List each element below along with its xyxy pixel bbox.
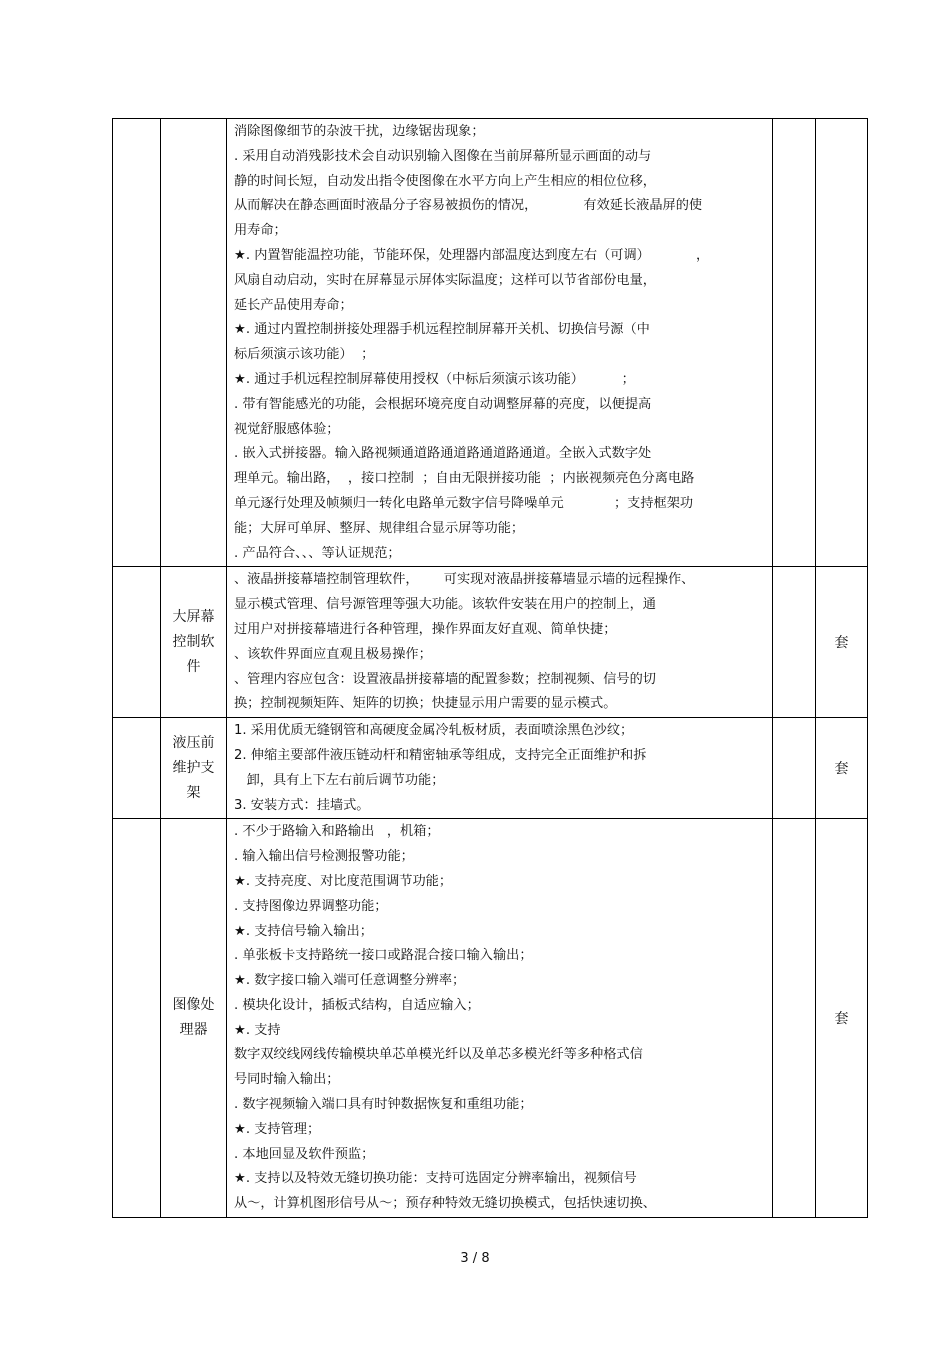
- spec-line: 静的时间长短，自动发出指令使图像在水平方向上产生相应的相位位移，: [234, 173, 656, 189]
- specification-cell: [227, 567, 773, 718]
- spec-line: 过用户对拼接幕墙进行各种管理，操作界面友好直观、简单快捷；: [234, 621, 617, 637]
- spec-line: 显示模式管理、信号源管理等强大功能。该软件安装在用户的控制上，通: [234, 597, 656, 613]
- spec-line: 延长产品使用寿命；: [234, 297, 353, 313]
- spec-line: . 支持图像边界调整功能；: [234, 898, 388, 914]
- spec-line: ★. 通过内置控制拼接处理器手机远程控制屏幕开关机、切换信号源（中: [234, 322, 650, 338]
- spec-line: 卸，具有上下左右前后调节功能；: [234, 772, 445, 788]
- spec-line: 用寿命；: [234, 223, 287, 239]
- item-name: 大屏幕控制软件: [172, 608, 215, 675]
- spec-line: 单元逐行处理及帧频归一转化电路单元数字信号降噪单元 ；支持框架功: [234, 495, 694, 511]
- spec-line: 标后须演示该功能） ；: [234, 347, 375, 363]
- spec-line: 、管理内容应包含：设置液晶拼接幕墙的配置参数；控制视频、信号的切: [234, 671, 656, 687]
- index-cell: [113, 567, 161, 718]
- table-row: [113, 819, 868, 1218]
- item-name-cell: [161, 567, 227, 718]
- spec-line: . 嵌入式拼接器。输入路视频通道路通道路通道路通道。全嵌入式数字处: [234, 446, 652, 462]
- spec-line: 3. 安装方式：挂墙式。: [234, 797, 370, 813]
- spec-line: ★. 支持以及特效无缝切换功能：支持可选固定分辨率输出，视频信号: [234, 1171, 637, 1187]
- index-cell: [113, 819, 161, 1218]
- item-name: 液压前维护支架: [172, 734, 215, 801]
- table-row: [113, 718, 868, 819]
- item-name-cell: [161, 718, 227, 819]
- specification-cell: [227, 119, 773, 567]
- spec-line: . 单张板卡支持路统一接口或路混合接口输入输出；: [234, 948, 533, 964]
- spec-line: 从～，计算机图形信号从～；预存种特效无缝切换模式，包括快速切换、: [234, 1196, 656, 1212]
- spec-line: ★. 通过手机远程控制屏幕使用授权（中标后须演示该功能） ；: [234, 371, 635, 387]
- spec-line: ★. 支持亮度、对比度范围调节功能；: [234, 873, 453, 889]
- unit-cell: 套: [816, 819, 868, 1218]
- spec-line: 、液晶拼接幕墙控制管理软件， 可实现对液晶拼接幕墙显示墙的远程操作、: [234, 572, 695, 588]
- quantity-cell: [773, 567, 816, 718]
- spec-line: 换；控制视频矩阵、矩阵的切换；快捷显示用户需要的显示模式。: [234, 696, 617, 712]
- specification-cell: [227, 718, 773, 819]
- item-name: 图像处理器: [172, 997, 215, 1039]
- quantity-cell: [773, 819, 816, 1218]
- spec-line: ★. 支持管理；: [234, 1121, 321, 1137]
- spec-line: . 本地回显及软件预监；: [234, 1146, 375, 1162]
- spec-line: 号同时输入输出；: [234, 1072, 340, 1088]
- spec-line: 、该软件界面应直观且极易操作；: [234, 646, 432, 662]
- spec-line: 消除图像细节的杂波干扰，边缘锯齿现象；: [234, 124, 485, 139]
- unit-cell: 套: [816, 718, 868, 819]
- spec-line: 从而解决在静态画面时液晶分子容易被损伤的情况， 有效延长液晶屏的使: [234, 198, 703, 214]
- spec-line: . 带有智能感光的功能，会根据环境亮度自动调整屏幕的亮度，以便提高: [234, 396, 652, 412]
- spec-line: . 产品符合、、、等认证规范；: [234, 545, 401, 561]
- table-row: [113, 567, 868, 718]
- quantity-cell: [773, 718, 816, 819]
- spec-line: 风扇自动启动，实时在屏幕显示屏体实际温度；这样可以节省部份电量，: [234, 272, 656, 288]
- item-name-cell: [161, 119, 227, 567]
- spec-line: 2. 伸缩主要部件液压链动杆和精密轴承等组成，支持完全正面维护和拆: [234, 747, 647, 763]
- page-number: 3 / 8: [460, 1251, 490, 1266]
- spec-line: ★. 数字接口输入端可任意调整分辨率；: [234, 973, 466, 989]
- specification-cell: [227, 819, 773, 1218]
- spec-line: ★. 支持信号输入输出；: [234, 923, 373, 939]
- spec-line: . 采用自动消残影技术会自动识别输入图像在当前屏幕所显示画面的动与: [234, 148, 652, 164]
- spec-line: 数字双绞线网线传输模块单芯单模光纤以及单芯多模光纤等多种格式信: [234, 1047, 643, 1063]
- spec-line: . 数字视频输入端口具有时钟数据恢复和重组功能；: [234, 1097, 533, 1113]
- index-cell: [113, 718, 161, 819]
- item-name-cell: [161, 819, 227, 1218]
- spec-line: ★. 支持: [234, 1022, 281, 1038]
- table-row: [113, 119, 868, 567]
- spec-line: 1. 采用优质无缝钢管和高硬度金属冷轧板材质，表面喷涂黑色沙纹；: [234, 723, 634, 739]
- spec-line: . 不少于路输入和路输出 ，机箱；: [234, 824, 440, 840]
- spec-line: ★. 内置智能温控功能，节能环保，处理器内部温度达到度左右（可调） ，: [234, 247, 710, 263]
- spec-line: . 模块化设计，插板式结构，自适应输入；: [234, 997, 480, 1013]
- unit-cell: 套: [816, 567, 868, 718]
- unit-cell: [816, 119, 868, 567]
- spec-line: 视觉舒服感体验；: [234, 421, 340, 437]
- quantity-cell: [773, 119, 816, 567]
- spec-line: . 输入输出信号检测报警功能；: [234, 849, 414, 865]
- specification-table: [112, 118, 868, 1218]
- index-cell: [113, 119, 161, 567]
- spec-line: 能；大屏可单屏、整屏、规律组合显示屏等功能；: [234, 520, 525, 536]
- spec-line: 理单元。输出路， ，接口控制 ；自由无限拼接功能 ；内嵌视频亮色分离电路: [234, 471, 695, 487]
